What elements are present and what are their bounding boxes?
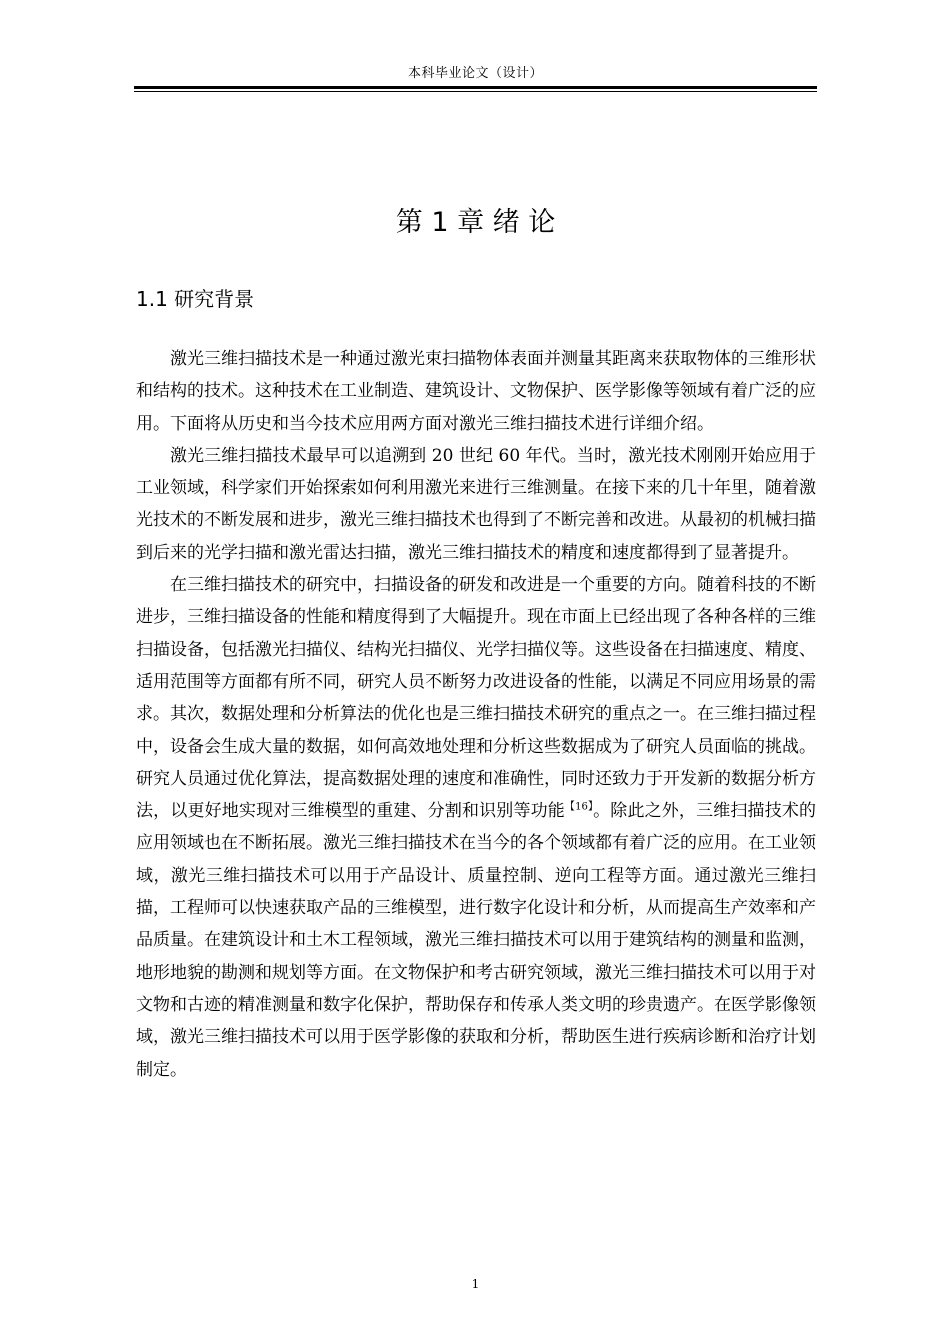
section-title: 1.1 研究背景 [136,287,255,311]
chapter-title: 第 1 章 绪 论 [395,207,556,238]
body-text [136,343,816,1086]
citation-ref[interactable]: 【16】 [564,801,594,813]
paragraph-3-text-a: 在三维扫描技术的研究中，扫描设备的研发和改进是一个重要的方向。随着科技的不断进步，三维扫描设备的性能和精度得到了大幅提升。现在市面上已经出现了各种各样的三维扫描设备，包括激光扫描仪、结构光扫描仪、光学扫描仪等。这些设备在扫描速度、精度、适用范围等方面都有所不同，研究人员不断努力改进设备的性能，以满足不同应用场景的需求。其次，数据处理和分析算法的优化也是三维扫描技术研究的重点之一。在三维扫描过程中，设备会生成大量的数据，如何高效地处理和分析这些数据成为了研究人员面临的挑战。研究人员通过优化算法，提高数据处理的速度和准确性，同时还致力于开发新的数据分析方法，以更好地实现对三维模型的重建、分割和识别等功能 [136,575,816,822]
paragraph-3-text-b: 。除此之外，三维扫描技术的应用领域也在不断拓展。激光三维扫描技术在当今的各个领域都有着广泛的应用。在工业领域，激光三维扫描技术可以用于产品设计、质量控制、逆向工程等方面。通过激光三维扫描，工程师可以快速获取产品的三维模型，进行数字化设计和分析，从而提高生产效率和产品质量。在建筑设计和土木工程领域，激光三维扫描技术可以用于建筑结构的测量和监测，地形地貌的勘测和规划等方面。在文物保护和考古研究领域，激光三维扫描技术可以用于对文物和古迹的精准测量和数字化保护，帮助保存和传承人类文明的珍贵遗产。在医学影像领域，激光三维扫描技术可以用于医学影像的获取和分析，帮助医生进行疾病诊断和治疗计划制定。 [136,801,817,1080]
header-rule-thin [134,91,817,92]
running-header: 本科毕业论文（设计） [407,66,543,81]
header-rule-thick [134,86,817,89]
paragraph-1: 激光三维扫描技术是一种通过激光束扫描物体表面并测量其距离来获取物体的三维形状和结构的技术。这种技术在工业制造、建筑设计、文物保护、医学影像等领域有着广泛的应用。下面将从历史和当今技术应用两方面对激光三维扫描技术进行详细介绍。 [136,349,816,434]
paragraph-3 [136,569,816,1086]
paragraph-2: 激光三维扫描技术最早可以追溯到 20 世纪 60 年代。当时，激光技术刚刚开始应用于工业领域，科学家们开始探索如何利用激光来进行三维测量。在接下来的几十年里，随着激光技术的不断发展和进步，激光三维扫描技术也得到了不断完善和改进。从最初的机械扫描到后来的光学扫描和激光雷达扫描，激光三维扫描技术的精度和速度都得到了显著提升。 [136,445,816,563]
page-number: 1 [471,1277,480,1291]
